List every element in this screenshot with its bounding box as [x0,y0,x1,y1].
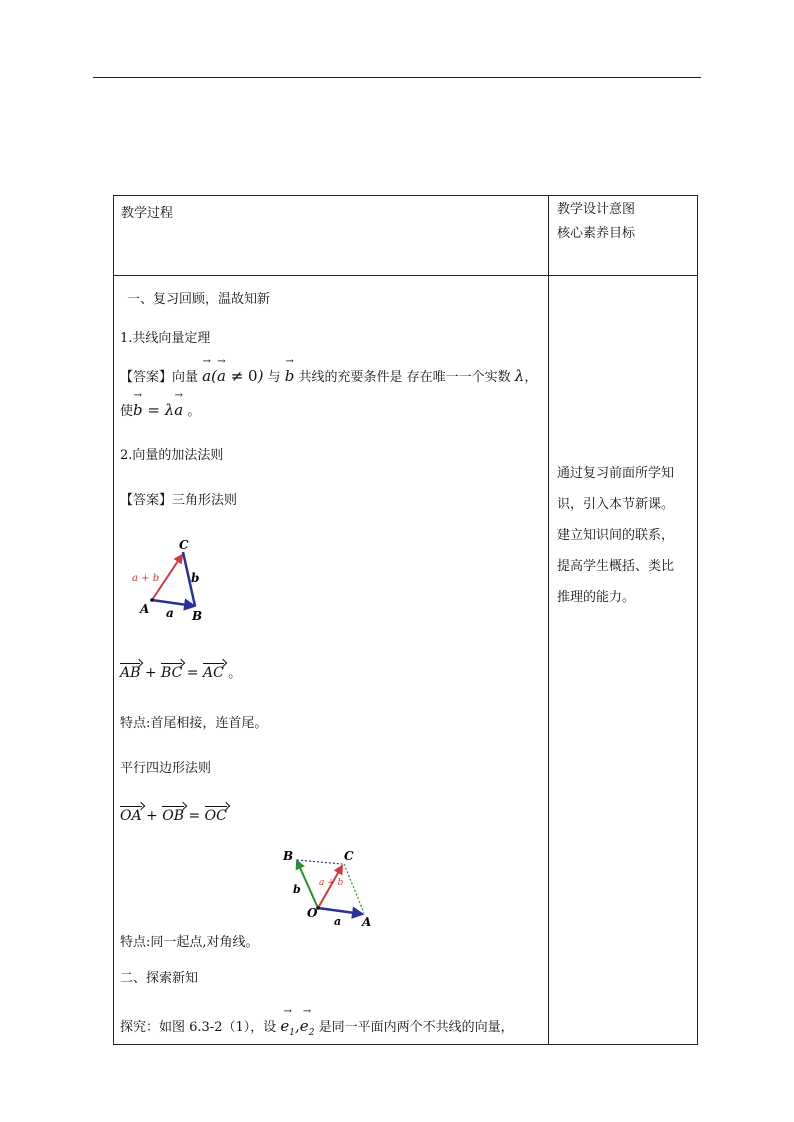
header-right-label-1: 教学设计意图 [557,202,636,217]
parallelogram-label-A: A [362,915,372,929]
parallelogram-label-C: C [344,849,354,863]
triangle-equation: AB + BC = AC 。 [120,665,242,681]
vec-AB: AB [120,665,141,681]
triangle-label-B: B [192,609,203,623]
design-intent-text: 通过复习前面所学知识，引入本节新课。建立知识间的联系，提高学生概括、类比推理的能力。 [557,466,675,605]
header-left-label: 教学过程 [121,206,174,221]
item1-title: 1.共线向量定理 [120,331,211,346]
triangle-label-C: C [179,538,189,552]
explore-text-b: 是同一平面内两个不共线的向量， [318,1020,514,1035]
answer-tag-2: 【答案】 [120,493,173,508]
page-header-rule [93,77,701,78]
answer1-text-c: 共线的充要条件是 存在唯一一个实数 [298,370,511,385]
answer-tag: 【答案】 [120,370,173,385]
parallelogram-feature: 特点:同一起点,对角线。 [120,935,259,950]
parallelogram-label-B: B [283,849,294,863]
triangle-label-a: a [166,606,174,620]
header-teaching-process [114,196,549,276]
answer1-line2-b: 。 [187,404,201,419]
answer1-line1 [120,366,537,385]
answer2-text: 三角形法则 [172,493,238,508]
answer1-text-a: 向量 [172,370,199,385]
section2-title: 二、探索新知 [120,971,199,986]
parallelogram-figure [282,848,382,940]
parallelogram-label-b: b [293,883,301,896]
design-intent-cell [549,276,698,1045]
answer1-text-d: ， [524,370,538,385]
parallelogram-title: 平行四边形法则 [120,761,212,776]
answer1-text-b: 与 [267,370,281,385]
triangle-label-A: A [140,602,150,616]
header-design-intent [549,196,698,276]
answer2-line [120,489,237,508]
triangle-feature: 特点:首尾相接，连首尾。 [120,716,268,731]
answer1-line2: 使→ b = λ→ a 。 [120,400,200,419]
triangle-figure [128,538,228,623]
vec-OB: OB [162,808,184,824]
lambda-2: λ [164,401,175,419]
vec-b: → b [285,367,295,385]
math-a-nonzero: → a(→ a ≠ 0) [202,367,263,385]
vec-OA: OA [120,808,142,824]
section1-title: 一、复习回顾，温故知新 [127,292,271,307]
vec-BC: BC [161,665,183,681]
vec-e2: → $e_2$ [300,1017,315,1038]
triangle-label-b: b [191,571,200,585]
explore-text-a: 探究：如图 6.3-2（1），设 [120,1020,277,1035]
parallelogram-label-sum: a + b [319,878,344,888]
vec-a: → a [202,367,211,385]
parallelogram-equation: OA + OB = OC [120,808,227,824]
header-right-label-2: 核心素养目标 [557,226,636,241]
explore-line: 探究：如图 6.3-2（1），设 → $e_1,\to e_2$ 是同一平面内两个不共线的向量， [120,1016,514,1038]
vec-OC: OC [204,808,227,824]
item2-title: 2.向量的加法法则 [120,448,224,463]
triangle-label-sum: a + b [132,573,160,584]
parallelogram-top-dashed [297,860,342,864]
vec-a-inner: → a [217,367,226,385]
parallelogram-label-O: O [307,906,318,920]
parallelogram-side-a [318,908,362,914]
parallelogram-right-dashed [344,864,364,913]
lesson-table [113,195,698,1045]
vec-e1: → $e_1$ [280,1017,295,1038]
triangle-eq-end: 。 [228,666,242,681]
vec-b-2: → b [133,401,143,419]
neq-zero: ≠ 0 [230,367,258,385]
parallelogram-label-a: a [334,915,342,928]
vec-AC: AC [202,665,224,681]
lambda-symbol: λ [514,367,525,385]
vec-a-2: → a [174,401,183,419]
content-cell [114,276,549,1045]
answer1-line2-a: 使 [120,404,134,419]
